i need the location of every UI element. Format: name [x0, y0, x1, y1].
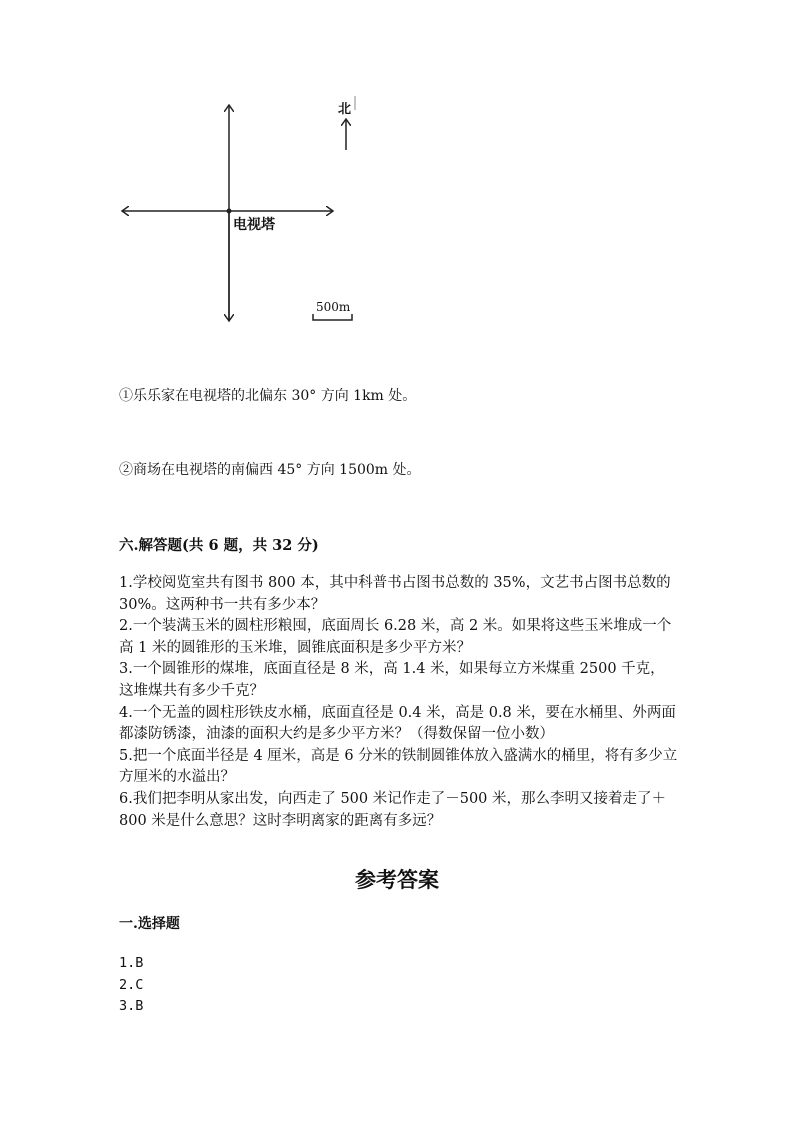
- north-label: 北: [338, 102, 352, 117]
- task-item-2: ②商场在电视塔的南偏西 45° 方向 1500m 处。: [119, 462, 421, 478]
- answer-section-title: 一.选择题: [119, 916, 180, 932]
- scale-label: 500m: [316, 300, 351, 314]
- question-item: 2.一个装满玉米的圆柱形粮囤，底面周长 6.28 米，高 2 米。如果将这些玉米堆成一个高 1 米的圆锥形的玉米堆，圆锥底面积是多少平方米？: [119, 618, 672, 656]
- direction-diagram: [0, 0, 794, 360]
- tower-label: 电视塔: [233, 217, 275, 233]
- answer-item: 2.C: [119, 976, 144, 993]
- question-item: 3.一个圆锥形的煤堆，底面直径是 8 米，高 1.4 米，如果每立方米煤重 2500 千克，这堆煤共有多少千克？: [119, 661, 665, 699]
- answer-title: 参考答案: [355, 867, 439, 892]
- section-title: 六.解答题(共 6 题，共 32 分): [119, 537, 319, 554]
- question-list: [119, 573, 679, 832]
- answer-item: 3.B: [119, 998, 144, 1014]
- task-item-1: ①乐乐家在电视塔的北偏东 30° 方向 1km 处。: [119, 388, 417, 404]
- question-item: 5.把一个底面半径是 4 厘米，高是 6 分米的铁制圆锥体放入盛满水的桶里，将有多少立方厘米的水溢出？: [119, 747, 678, 786]
- answer-item: 1.B: [119, 955, 144, 971]
- scale-bar: [313, 314, 352, 320]
- question-item: 4.一个无盖的圆柱形铁皮水桶，底面直径是 0.4 米，高是 0.8 米，要在水桶里、外两面都漆防锈漆，油漆的面积大约是多少平方米？（得数保留一位小数）: [119, 704, 676, 743]
- question-item: 6.我们把李明从家出发，向西走了 500 米记作走了－500 米，那么李明又接着走了＋800 米是什么意思？这时李明离家的距离有多远？: [119, 790, 667, 829]
- question-item: 1.学校阅览室共有图书 800 本，其中科普书占图书总数的 35%，文艺书占图书总数的 30%。这两种书一共有多少本？: [119, 575, 671, 613]
- tower-point: [227, 209, 232, 214]
- answer-list: [119, 953, 143, 1018]
